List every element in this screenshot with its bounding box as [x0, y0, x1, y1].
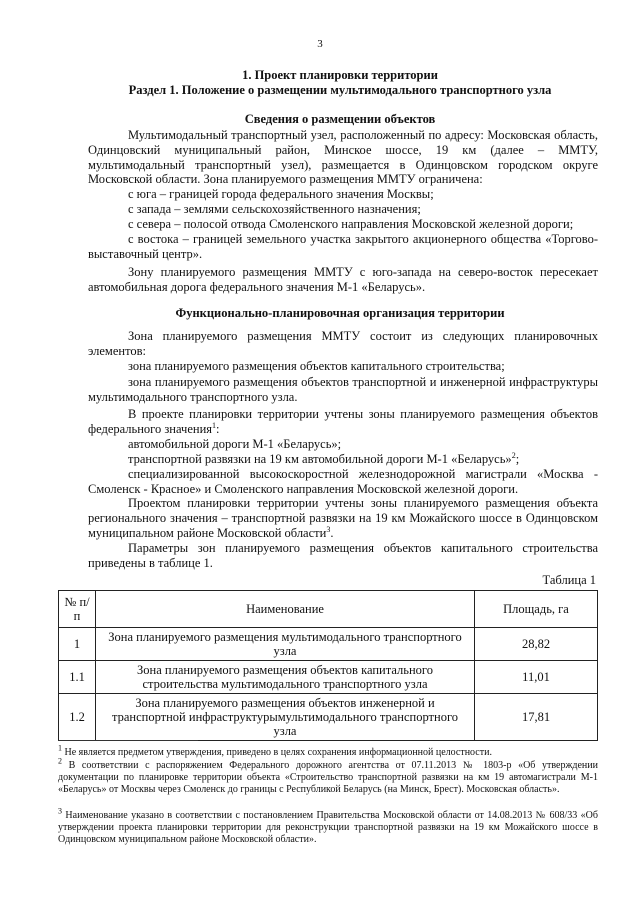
row-name: Зона планируемого размещения объектов инженерной и транспортной инфраструктурымультимодального транспортного узла — [96, 694, 475, 741]
page-number: 3 — [317, 38, 323, 50]
row-name: Зона планируемого размещения мультимодального транспортного узла — [96, 628, 475, 661]
zones-table — [58, 590, 598, 741]
section2-p2: зона планируемого размещения объектов капитального строительства; — [128, 359, 505, 373]
section2-p1: Зона планируемого размещения ММТУ состоит из следующих планировочных элементов: — [88, 329, 598, 358]
table-row — [59, 628, 598, 661]
border-west: с запада – землями сельскохозяйственного назначения; — [128, 202, 421, 216]
section1-intro: Мультимодальный транспортный узел, расположенный по адресу: Московская область, Одинцовский муниципальный район, Минское шоссе, 19 км (далее – ММТУ, мультимодальный транспортный узел), размещается в Одинцовском городском округе Московской области. Зона планируемого размещения ММТУ ограничена: — [88, 128, 598, 187]
section2-p3: зона планируемого размещения объектов транспортной и инженерной инфраструктуры мультимодального транспортного узла. — [88, 375, 598, 404]
heading-project: 1. Проект планировки территории — [242, 68, 438, 82]
section2-p5: автомобильной дороги М-1 «Беларусь»; — [128, 437, 342, 451]
footnote-3: $^3$ Наименование указано в соответствии с постановлением Правительства Московской области от 14.08.2013 № 608/33 «Об утверждении проекта планировки территории для реконструкции транспортной развязки на 19 км Можайского шоссе в Одинцовском муниципальном районе Московской области». — [58, 806, 598, 846]
section2-p4: В проекте планировки территории учтены зоны планируемого размещения объектов федерального значения$^1$: — [88, 407, 598, 436]
section1-road: Зону планируемого размещения ММТУ с юго-запада на северо-восток пересекает автомобильная дорога федерального значения М-1 «Беларусь». — [88, 265, 598, 294]
section2-p9: Параметры зон планируемого размещения объектов капитального строительства приведены в таблице 1. — [88, 541, 598, 570]
heading-section: Раздел 1. Положение о размещении мультимодального транспортного узла — [128, 83, 552, 97]
section2-title: Функционально-планировочная организация территории — [175, 306, 505, 320]
header-num: № п/п — [59, 591, 96, 628]
table-header-row — [59, 591, 598, 628]
row-num: 1.1 — [59, 661, 96, 694]
table-row — [59, 694, 598, 741]
section2-p6: транспортной развязки на 19 км автомобильной дороги М-1 «Беларусь»$^2$; — [128, 450, 520, 466]
row-num: 1 — [59, 628, 96, 661]
border-east: с востока – границей земельного участка закрытого акционерного общества «Торгово-выставочный центр». — [88, 232, 598, 261]
header-name: Наименование — [96, 591, 475, 628]
row-area: 11,01 — [475, 661, 598, 694]
table-row — [59, 661, 598, 694]
footnote-ref-1: 1 — [212, 420, 217, 430]
row-num: 1.2 — [59, 694, 96, 741]
footnote-separator — [58, 740, 198, 741]
row-area: 17,81 — [475, 694, 598, 741]
border-north: с севера – полосой отвода Смоленского направления Московской железной дороги; — [128, 217, 574, 231]
table-caption: Таблица 1 — [542, 573, 596, 587]
section2-p7: специализированной высокоскоростной железнодорожной магистрали «Москва - Смоленск - Красное» и Смоленского направления Московской железной дороги. — [88, 467, 598, 496]
border-south: с юга – границей города федерального значения Москвы; — [128, 187, 434, 201]
row-name: Зона планируемого размещения объектов капитального строительства мультимодального транспортного узла — [96, 661, 475, 694]
section2-p8: Проектом планировки территории учтены зоны планируемого размещения объекта регионального значения – транспортной развязки на 19 км Можайского шоссе в Одинцовском муниципальном районе Московской области$^3$. — [88, 496, 598, 540]
footnote-2: $^2$ В соответствии с распоряжением Федерального дорожного агентства от 07.11.2013 № 1803-р «Об утверждении документации по планировке территории объекта «Строительство транспортной развязки на км 19 автомагистрали М-1 «Беларусь» от Москвы через Смоленск до границы с Республикой Беларусь (на Минск, Брест). Московская область». — [58, 756, 598, 796]
footnote-ref-2: 2 — [511, 450, 516, 460]
footnote-ref-3: 3 — [326, 524, 331, 534]
footnote-1: $^1$ Не является предметом утверждения, приведено в целях сохранения информационной целостности. — [58, 743, 492, 758]
header-area: Площадь, га — [475, 591, 598, 628]
row-area: 28,82 — [475, 628, 598, 661]
section1-title: Сведения о размещении объектов — [244, 112, 436, 126]
